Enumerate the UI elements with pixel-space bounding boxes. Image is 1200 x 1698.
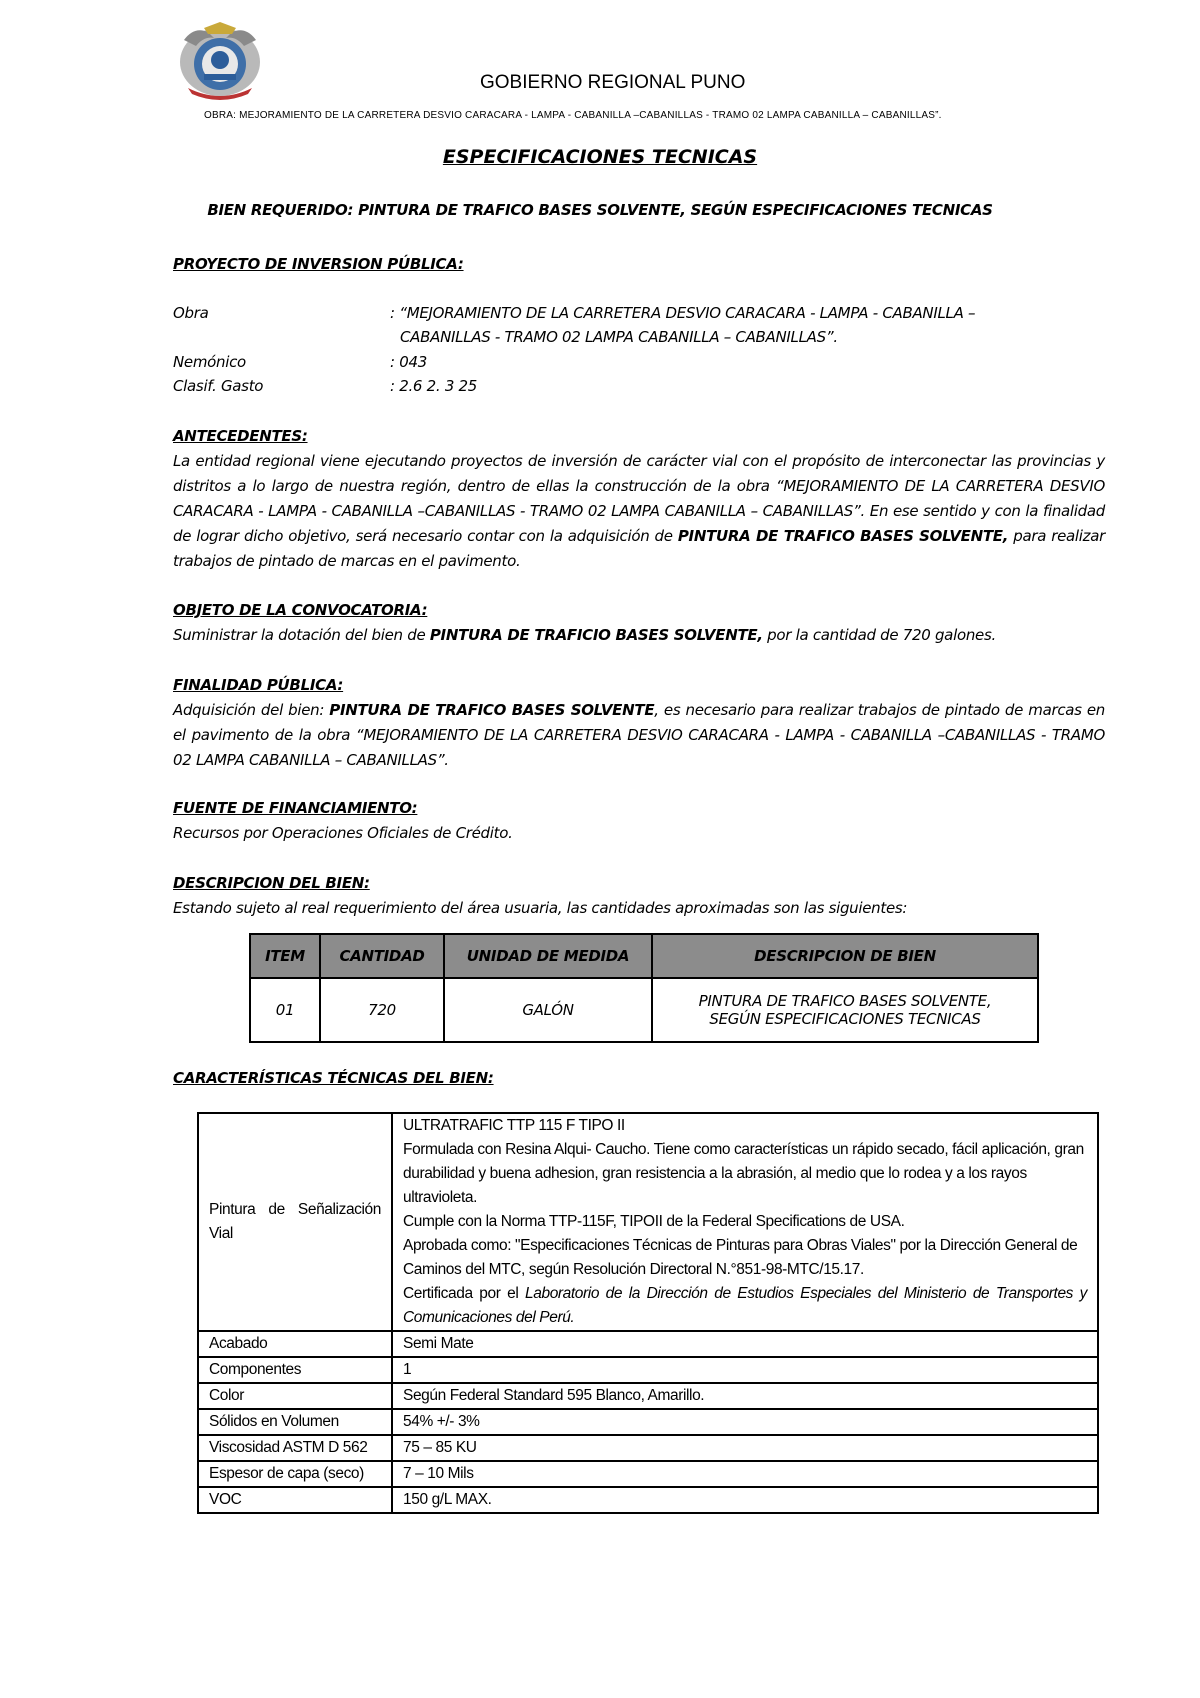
finalidad-text-2: , es necesario para realizar trabajos de pintado de marcas en el pavimento de la obra “MEJORAMIENTO DE LA CARRETERA DESVIO CARACARA - LAMPA - CABANILLA –CABANILLAS - TRAMO 02 LAMPA CABANILLA – CABANILLAS”.	[173, 701, 1105, 769]
fuente-heading: FUENTE DE FINANCIAMIENTO:	[173, 799, 418, 817]
fuente-text: Recursos por Operaciones Oficiales de Crédito.	[173, 824, 513, 842]
certificada-prefix: Certificada por el	[403, 1285, 526, 1302]
table-row	[198, 1461, 1098, 1487]
clasif-gasto-value: : 2.6 2. 3 25	[390, 377, 478, 395]
objeto-heading: OBJETO DE LA CONVOCATORIA:	[173, 601, 428, 619]
table-row	[198, 1383, 1098, 1409]
antecedentes-heading: ANTECEDENTES:	[173, 427, 308, 445]
objeto-bold: PINTURA DE TRAFICIO BASES SOLVENTE,	[429, 626, 763, 644]
regional-emblem-logo	[174, 20, 266, 100]
table-row	[250, 978, 1038, 1042]
cell-descripcion-line1: PINTURA DE TRAFICO BASES SOLVENTE,	[698, 992, 992, 1010]
organization-name: GOBIERNO REGIONAL PUNO	[480, 72, 746, 93]
cell-item: 01	[250, 978, 320, 1042]
spec-value: 75 – 85 KU	[392, 1435, 1098, 1461]
spec-table	[197, 1112, 1099, 1514]
spec-label: Espesor de capa (seco)	[198, 1461, 392, 1487]
nemonico-value: : 043	[390, 353, 427, 371]
spec-pintura-line: Cumple con la Norma TTP-115F, TIPOII de la Federal Specifications de USA.	[403, 1213, 905, 1230]
descripcion-text: Estando sujeto al real requerimiento del área usuaria, las cantidades aproximadas son las siguientes:	[173, 899, 908, 917]
spec-label-pintura: Pintura de Señalización Vial	[198, 1113, 392, 1331]
page-title: ESPECIFICACIONES TECNICAS	[442, 146, 758, 168]
spec-label: Acabado	[198, 1331, 392, 1357]
cell-descripcion	[652, 978, 1038, 1042]
table-row	[198, 1357, 1098, 1383]
objeto-text-1: Suministrar la dotación del bien de	[173, 626, 430, 644]
table-row	[198, 1409, 1098, 1435]
cell-cantidad: 720	[320, 978, 444, 1042]
spec-label: Sólidos en Volumen	[198, 1409, 392, 1435]
nemonico-label: Nemónico	[173, 353, 246, 371]
spec-value: 1	[392, 1357, 1098, 1383]
header-descripcion: DESCRIPCION DE BIEN	[652, 934, 1038, 978]
obra-value-line1: : “MEJORAMIENTO DE LA CARRETERA DESVIO CARACARA - LAMPA - CABANILLA –	[390, 304, 976, 322]
spec-pintura-line: Aprobada como: "Especificaciones Técnicas de Pinturas para Obras Viales" por la Dirección General de Caminos del MTC, según Resolución Directoral N.°851-98-MTC/15.17.	[403, 1237, 1078, 1278]
antecedentes-paragraph	[173, 449, 1105, 574]
objeto-text-2: por la cantidad de 720 galones.	[762, 626, 996, 644]
spec-pintura-certificada	[403, 1282, 1087, 1330]
antecedentes-text-2: para realizar trabajos de pintado de marcas en el pavimento.	[173, 527, 1106, 570]
finalidad-heading: FINALIDAD PÚBLICA:	[173, 676, 344, 694]
obra-header-line: OBRA: MEJORAMIENTO DE LA CARRETERA DESVIO CARACARA - LAMPA - CABANILLA –CABANILLAS - TRAMO 02 LAMPA CABANILLA – CABANILLAS”.	[204, 110, 942, 121]
spec-label: Color	[198, 1383, 392, 1409]
table-row	[198, 1331, 1098, 1357]
certificada-italic: Laboratorio de la Dirección de Estudios Especiales del Ministerio de Transportes y Comunicaciones del Perú.	[403, 1285, 1088, 1326]
header-cantidad: CANTIDAD	[320, 934, 444, 978]
spec-value: Según Federal Standard 595 Blanco, Amarillo.	[392, 1383, 1098, 1409]
antecedentes-text-1: La entidad regional viene ejecutando proyectos de inversión de carácter vial con el propósito de interconectar las provincias y distritos a lo largo de nuestra región, dentro de ellas la construcción de la obra “MEJORAMIENTO DE LA CARRETERA DESVIO CARACARA - LAMPA - CABANILLA –CABANILLAS - TRAMO 02 LAMPA CABANILLA – CABANILLAS”. En ese sentido y con la finalidad de lograr dicho objetivo, será necesario contar con la adquisición de	[173, 452, 1105, 545]
spec-value: 54% +/- 3%	[392, 1409, 1098, 1435]
finalidad-paragraph	[173, 698, 1105, 773]
cell-descripcion-line2: SEGÚN ESPECIFICACIONES TECNICAS	[709, 1010, 981, 1028]
spec-label: Componentes	[198, 1357, 392, 1383]
caracteristicas-heading: CARACTERÍSTICAS TÉCNICAS DEL BIEN:	[173, 1069, 494, 1087]
spec-value: Semi Mate	[392, 1331, 1098, 1357]
spec-pintura-line: ULTRATRAFIC TTP 115 F TIPO II	[403, 1117, 625, 1134]
finalidad-text-1: Adquisición del bien:	[173, 701, 330, 719]
finalidad-bold: PINTURA DE TRAFICO BASES SOLVENTE	[329, 701, 655, 719]
cell-unidad: GALÓN	[444, 978, 652, 1042]
items-table	[249, 933, 1039, 1043]
obra-label: Obra	[173, 304, 209, 322]
table-row	[198, 1435, 1098, 1461]
header-item: ITEM	[250, 934, 320, 978]
table-row	[198, 1113, 1098, 1331]
proyecto-heading: PROYECTO DE INVERSION PÚBLICA:	[173, 255, 464, 273]
antecedentes-bold: PINTURA DE TRAFICO BASES SOLVENTE,	[677, 527, 1009, 545]
spec-label: Viscosidad ASTM D 562	[198, 1435, 392, 1461]
spec-label: VOC	[198, 1487, 392, 1513]
items-table-header-row	[250, 934, 1038, 978]
spec-value: 150 g/L MAX.	[392, 1487, 1098, 1513]
objeto-paragraph	[173, 623, 1105, 648]
header-unidad: UNIDAD DE MEDIDA	[444, 934, 652, 978]
spec-pintura-line: Formulada con Resina Alqui- Caucho. Tiene como características un rápido secado, fácil aplicación, gran durabilidad y buena adhesion, gran resistencia a la abrasión, al medio que lo rodea y a los rayos ultravioleta.	[403, 1141, 1084, 1206]
page-subtitle: BIEN REQUERIDO: PINTURA DE TRAFICO BASES SOLVENTE, SEGÚN ESPECIFICACIONES TECNICAS	[207, 201, 993, 219]
spec-value: 7 – 10 Mils	[392, 1461, 1098, 1487]
clasif-gasto-label: Clasif. Gasto	[173, 377, 264, 395]
spec-value-pintura	[392, 1113, 1098, 1331]
obra-value-line2: CABANILLAS - TRAMO 02 LAMPA CABANILLA – CABANILLAS”.	[400, 328, 838, 346]
descripcion-heading: DESCRIPCION DEL BIEN:	[173, 874, 370, 892]
table-row	[198, 1487, 1098, 1513]
